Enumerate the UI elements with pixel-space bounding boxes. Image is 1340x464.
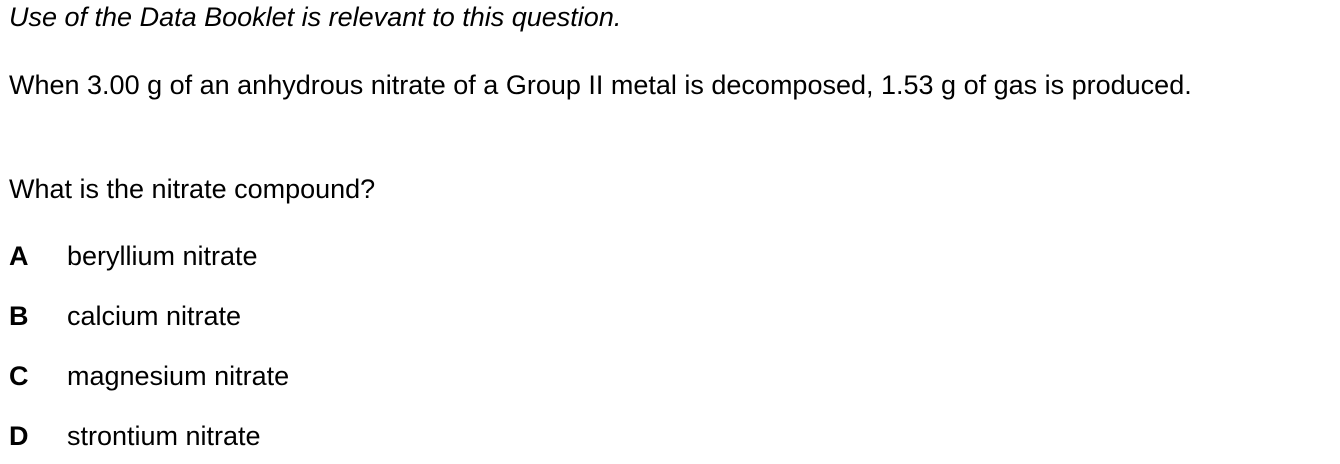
question-stem: When 3.00 g of an anhydrous nitrate of a Group II metal is decomposed, 1.53 g of gas is produced.	[9, 70, 1192, 100]
option-letter: B	[9, 301, 29, 331]
option-text: strontium nitrate	[67, 421, 261, 451]
option-text: calcium nitrate	[67, 301, 242, 331]
option-text: magnesium nitrate	[67, 361, 290, 391]
option-letter: A	[9, 241, 29, 271]
option-letter: D	[9, 421, 29, 451]
option-letter: C	[9, 361, 29, 391]
data-booklet-note: Use of the Data Booklet is relevant to this question.	[9, 2, 622, 32]
question-prompt: What is the nitrate compound?	[9, 174, 376, 204]
option-text: beryllium nitrate	[67, 241, 258, 271]
